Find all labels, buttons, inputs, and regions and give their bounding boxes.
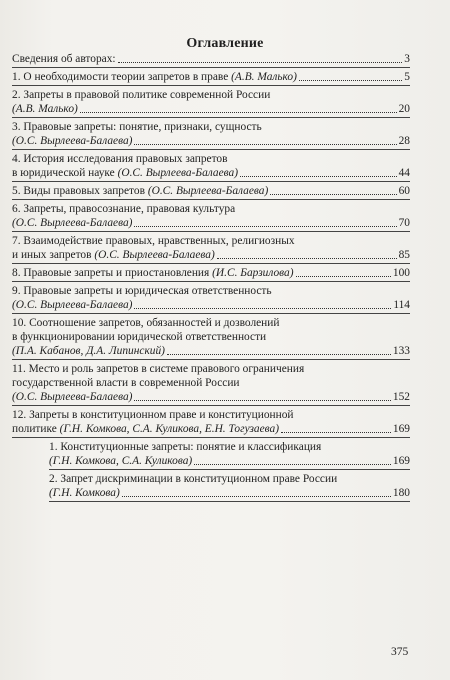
entry-author: (Г.Н. Комкова, С.А. Куликова) xyxy=(49,455,193,467)
entry-page: 152 xyxy=(392,391,410,403)
entry-author: (И.С. Барзилова) xyxy=(212,267,294,279)
dot-leader xyxy=(134,226,396,227)
entry-page: 70 xyxy=(398,217,410,229)
entry-underline xyxy=(12,199,410,200)
entry-author: (О.С. Вырлеева-Балаева) xyxy=(12,135,133,147)
dot-leader xyxy=(270,194,396,195)
toc-entry[interactable] xyxy=(12,234,410,262)
entry-underline xyxy=(12,149,410,150)
entry-underline xyxy=(12,231,410,232)
entry-underline xyxy=(12,263,410,264)
entry-text: и иных запретов xyxy=(12,249,95,261)
entry-page: 100 xyxy=(392,267,410,279)
toc-entry[interactable] xyxy=(12,70,410,84)
entry-page: 114 xyxy=(393,299,410,311)
dot-leader xyxy=(134,308,391,309)
entry-author: (О.С. Вырлеева-Балаева) xyxy=(12,217,133,229)
dot-leader xyxy=(281,432,391,433)
entry-text: 5. Виды правовых запретов xyxy=(12,185,148,197)
entry-author: (П.А. Кабанов, Д.А. Липинский) xyxy=(12,345,165,357)
entry-author: (О.С. Вырлеева-Балаева) xyxy=(12,299,133,311)
entry-text: 12. Запреты в конституционном праве и конституционной xyxy=(12,409,294,421)
entry-page: 85 xyxy=(398,249,410,261)
entry-page: 169 xyxy=(392,423,410,435)
page-number: 375 xyxy=(391,646,409,658)
toc-subentry[interactable] xyxy=(49,472,410,500)
toc-entry[interactable] xyxy=(12,52,410,66)
entry-author: (А.В. Малько) xyxy=(12,103,78,115)
entry-underline xyxy=(12,67,410,68)
toc-subentry[interactable] xyxy=(49,440,410,468)
dot-leader xyxy=(134,400,390,401)
entry-underline xyxy=(12,181,410,182)
toc-entry[interactable] xyxy=(12,316,410,358)
entry-text: 3. Правовые запреты: понятие, признаки, сущность xyxy=(12,121,262,133)
entry-text: 6. Запреты, правосознание, правовая культура xyxy=(12,203,236,215)
entry-text: 1. Конституционные запреты: понятие и классификация xyxy=(49,441,322,453)
entry-underline xyxy=(12,405,410,406)
dot-leader xyxy=(299,80,402,81)
entry-underline xyxy=(12,313,410,314)
entry-text: в юридической науке xyxy=(12,167,118,179)
entry-underline xyxy=(12,437,410,438)
dot-leader xyxy=(122,496,391,497)
entry-text: 7. Взаимодействие правовых, нравственных, религиозных xyxy=(12,235,295,247)
dot-leader xyxy=(194,464,391,465)
entry-text: государственной власти в современной России xyxy=(12,377,240,389)
entry-page: 28 xyxy=(398,135,410,147)
entry-page: 180 xyxy=(392,487,410,499)
entry-author: (Г.Н. Комкова) xyxy=(49,487,120,499)
entry-text: 8. Правовые запреты и приостановления xyxy=(12,267,213,279)
table-of-contents xyxy=(12,52,410,504)
toc-entry[interactable] xyxy=(12,266,410,280)
dot-leader xyxy=(296,276,391,277)
entry-underline xyxy=(49,501,410,502)
entry-text: 2. Запрет дискриминации в конституционном праве России xyxy=(49,473,338,485)
entry-text: Сведения об авторах: xyxy=(12,53,116,65)
toc-entry[interactable] xyxy=(12,284,410,312)
entry-text: 1. О необходимости теории запретов в праве xyxy=(12,71,232,83)
dot-leader xyxy=(80,112,397,113)
entry-page: 44 xyxy=(398,167,410,179)
toc-entry[interactable] xyxy=(12,202,410,230)
entry-text: в функционировании юридической ответственности xyxy=(12,331,267,343)
toc-entry[interactable] xyxy=(12,184,410,198)
toc-entry[interactable] xyxy=(12,120,410,148)
entry-page: 5 xyxy=(404,71,410,83)
entry-text: политике xyxy=(12,423,60,435)
entry-text: 9. Правовые запреты и юридическая ответственность xyxy=(12,285,272,297)
entry-text: 11. Место и роль запретов в системе правового ограничения xyxy=(12,363,305,375)
toc-title: Оглавление xyxy=(186,36,264,51)
dot-leader xyxy=(118,62,403,63)
toc-entry[interactable] xyxy=(12,362,410,404)
entry-author: (А.В. Малько) xyxy=(231,71,297,83)
entry-underline xyxy=(49,469,410,470)
entry-underline xyxy=(12,85,410,86)
dot-leader xyxy=(134,144,396,145)
toc-entry[interactable] xyxy=(12,152,410,180)
toc-entry[interactable] xyxy=(12,408,410,436)
entry-page: 133 xyxy=(392,345,410,357)
entry-text: 4. История исследования правовых запретов xyxy=(12,153,228,165)
dot-leader xyxy=(167,354,391,355)
dot-leader xyxy=(217,258,397,259)
entry-page: 169 xyxy=(392,455,410,467)
entry-underline xyxy=(12,281,410,282)
entry-text: 2. Запреты в правовой политике современной России xyxy=(12,89,271,101)
entry-underline xyxy=(12,117,410,118)
toc-entry[interactable] xyxy=(12,88,410,116)
entry-underline xyxy=(12,359,410,360)
entry-author: (Г.Н. Комкова, С.А. Куликова, Е.Н. Тогузаева) xyxy=(59,423,280,435)
entry-author: (О.С. Вырлеева-Балаева) xyxy=(94,249,215,261)
dot-leader xyxy=(240,176,397,177)
entry-author: (О.С. Вырлеева-Балаева) xyxy=(117,167,238,179)
entry-author: (О.С. Вырлеева-Балаева) xyxy=(12,391,133,403)
entry-page: 3 xyxy=(404,53,410,65)
entry-page: 20 xyxy=(398,103,410,115)
entry-page: 60 xyxy=(398,185,410,197)
entry-text: 10. Соотношение запретов, обязанностей и дозволений xyxy=(12,317,280,329)
entry-author: (О.С. Вырлеева-Балаева) xyxy=(147,185,269,197)
